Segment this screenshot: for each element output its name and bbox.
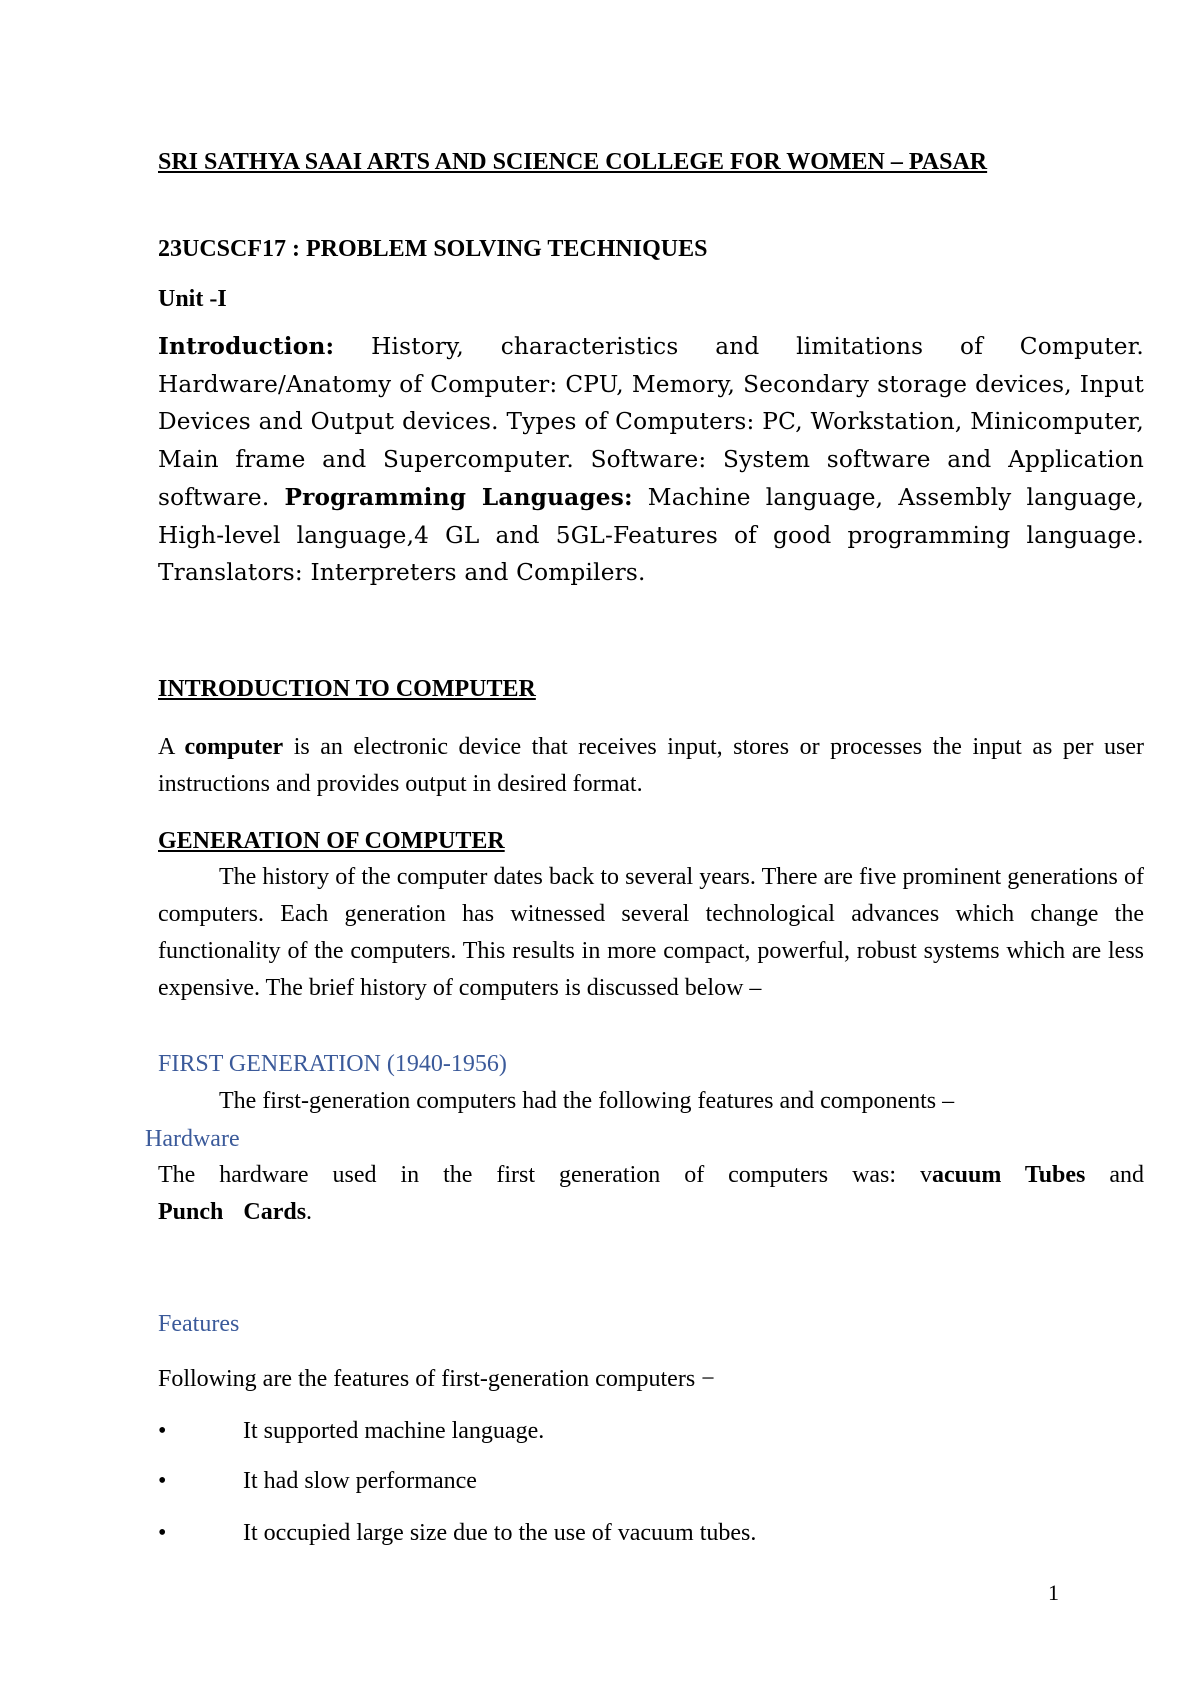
hardware-vacuum-v: v [920,1162,933,1188]
hardware-vacuum-tubes: acuum Tubes [932,1162,1086,1188]
first-generation-heading: FIRST GENERATION (1940-1956) [158,1051,507,1077]
generation-heading: GENERATION OF COMPUTER [158,828,505,854]
unit-label: Unit -I [158,286,227,312]
bullet-icon: • [158,1520,167,1546]
college-title: SRI SATHYA SAAI ARTS AND SCIENCE COLLEGE FOR WOMEN – PASAR [158,149,988,175]
syllabus-paragraph [158,328,1144,592]
hardware-period: . [306,1199,313,1225]
list-item-text: It supported machine language. [243,1418,545,1444]
hardware-punch-cards: Punch Cards [158,1199,307,1225]
syllabus-intro-text: History, characteristics and limitations of Computer. Hardware/Anatomy of Computer: CPU, Memory, Secondary storage devices, Input Devices and Output devices. Types of Computers: PC, Workstation, Minicomputer, Main frame and Supercomputer. Software: System software and Application software. [158,333,1144,511]
definition-term: computer [184,734,284,760]
features-intro: Following are the features of first-generation computers − [158,1366,715,1392]
hardware-and: and [1085,1162,1144,1188]
syllabus-programming-label: Programming Languages: [284,483,633,511]
list-item-text: It occupied large size due to the use of vacuum tubes. [243,1520,757,1546]
first-generation-intro: The first-generation computers had the following features and components – [219,1088,955,1114]
course-title: 23UCSCF17 : PROBLEM SOLVING TECHNIQUES [158,236,708,262]
hardware-paragraph [158,1157,1144,1231]
syllabus-programming-text: Machine language, Assembly language, High-level language,4 GL and 5GL-Features of good programming language. Translators: Interpreters and Compilers. [158,483,1145,587]
page-number: 1 [1048,1580,1059,1605]
list-item-text: It had slow performance [243,1468,477,1494]
generation-paragraph: The history of the computer dates back to several years. There are five prominent generations of computers. Each generation has witnessed several technological advances which change the functionality of the computers. This results in more compact, powerful, robust systems which are less expensive. The brief history of computers is discussed below – [158,864,1144,1001]
introduction-heading: INTRODUCTION TO COMPUTER [158,676,536,702]
hardware-heading: Hardware [145,1126,240,1152]
bullet-icon: • [158,1418,167,1444]
syllabus-intro-label: Introduction: [158,333,335,360]
features-heading: Features [158,1311,240,1337]
definition-text-end: is an electronic device that receives input, stores or processes the input as per user instructions and provides output in desired format. [158,734,1144,797]
hardware-text: The hardware used in the first generation of computers was: [158,1162,921,1188]
computer-definition [158,729,1144,803]
definition-text-start: A [158,734,185,760]
bullet-icon: • [158,1468,167,1494]
